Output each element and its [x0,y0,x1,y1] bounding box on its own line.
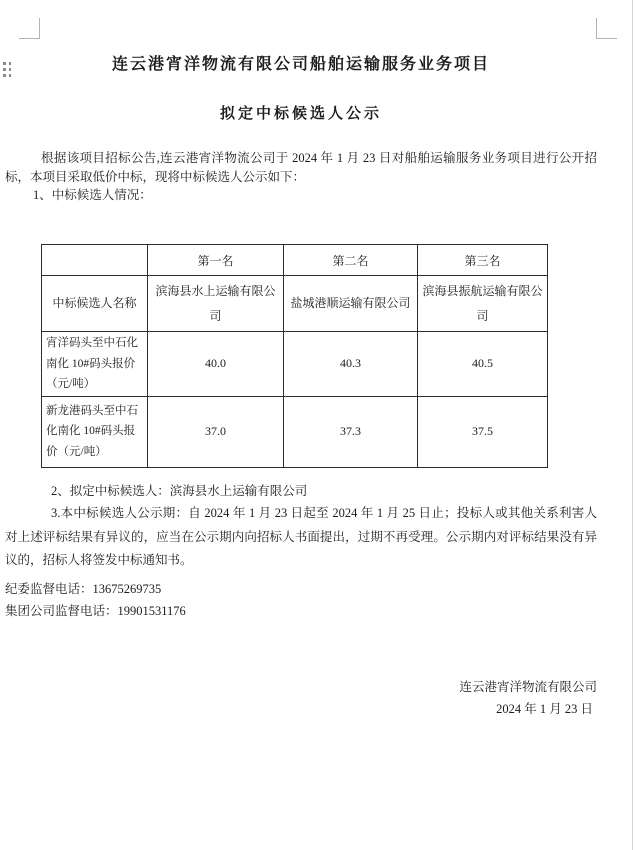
document-title: 连云港宵洋物流有限公司船舶运输服务业务项目 [111,56,490,73]
candidate-name-2: 盐城港顺运输有限公司 [284,276,418,332]
price-xinlonggang-1: 37.0 [148,396,284,467]
list-item-1: 1、中标候选人情况： [33,188,152,202]
rank-header-2: 第二名 [284,245,418,276]
signature-date: 2024 年 1 月 23 日 [496,702,593,716]
group-phone-line: 集团公司监督电话：19901531176 [5,604,186,618]
document-subtitle: 拟定中标候选人公示 [219,106,382,122]
intro-paragraph: 根据该项目招标公告,连云港宵洋物流公司于 2024 年 1 月 23 日对船舶运输服务业务项目进行公开招标，本项目采取低价中标，现将中标候选人公示如下： [5,151,597,184]
table-corner-cell [42,245,148,276]
rank-header-3: 第三名 [418,245,548,276]
table-row-price-xiaoyang [42,332,548,397]
row-label-price-xinlonggang: 新龙港码头至中石化南化 10#码头报价（元/吨） [42,396,148,467]
signature-company: 连云港宵洋物流有限公司 [459,680,597,694]
document-content [5,0,597,850]
candidate-name-3: 滨海县振航运输有限公司 [418,276,548,332]
price-xiaoyang-1: 40.0 [148,332,284,397]
table-row-candidate-names [42,276,548,332]
discipline-phone-line: 纪委监督电话：13675269735 [5,582,162,596]
row-label-price-xiaoyang: 宵洋码头至中石化南化 10#码头报价（元/吨） [42,332,148,397]
price-xiaoyang-2: 40.3 [284,332,418,397]
list-item-2: 2、拟定中标候选人：滨海县水上运输有限公司 [51,484,308,498]
price-xiaoyang-3: 40.5 [418,332,548,397]
rank-header-1: 第一名 [148,245,284,276]
page-right-edge [632,0,633,850]
price-xinlonggang-3: 37.5 [418,396,548,467]
candidate-name-1: 滨海县水上运输有限公司 [148,276,284,332]
price-xinlonggang-2: 37.3 [284,396,418,467]
list-item-3: 3.本中标候选人公示期：自 2024 年 1 月 23 日起至 2024 年 1 月 25 日止；投标人或其他关系利害人对上述评标结果有异议的，应当在公示期内向招标人书面提出，过期不再受理。公示期内对评标结果没有异议的，招标人将签发中标通知书。 [5,506,597,567]
table-row-price-xinlonggang [42,396,548,467]
margin-crop-mark-top-right [596,18,617,39]
row-label-candidate-names: 中标候选人名称 [42,276,148,332]
candidates-table [41,244,548,468]
table-row-ranks [42,245,548,276]
